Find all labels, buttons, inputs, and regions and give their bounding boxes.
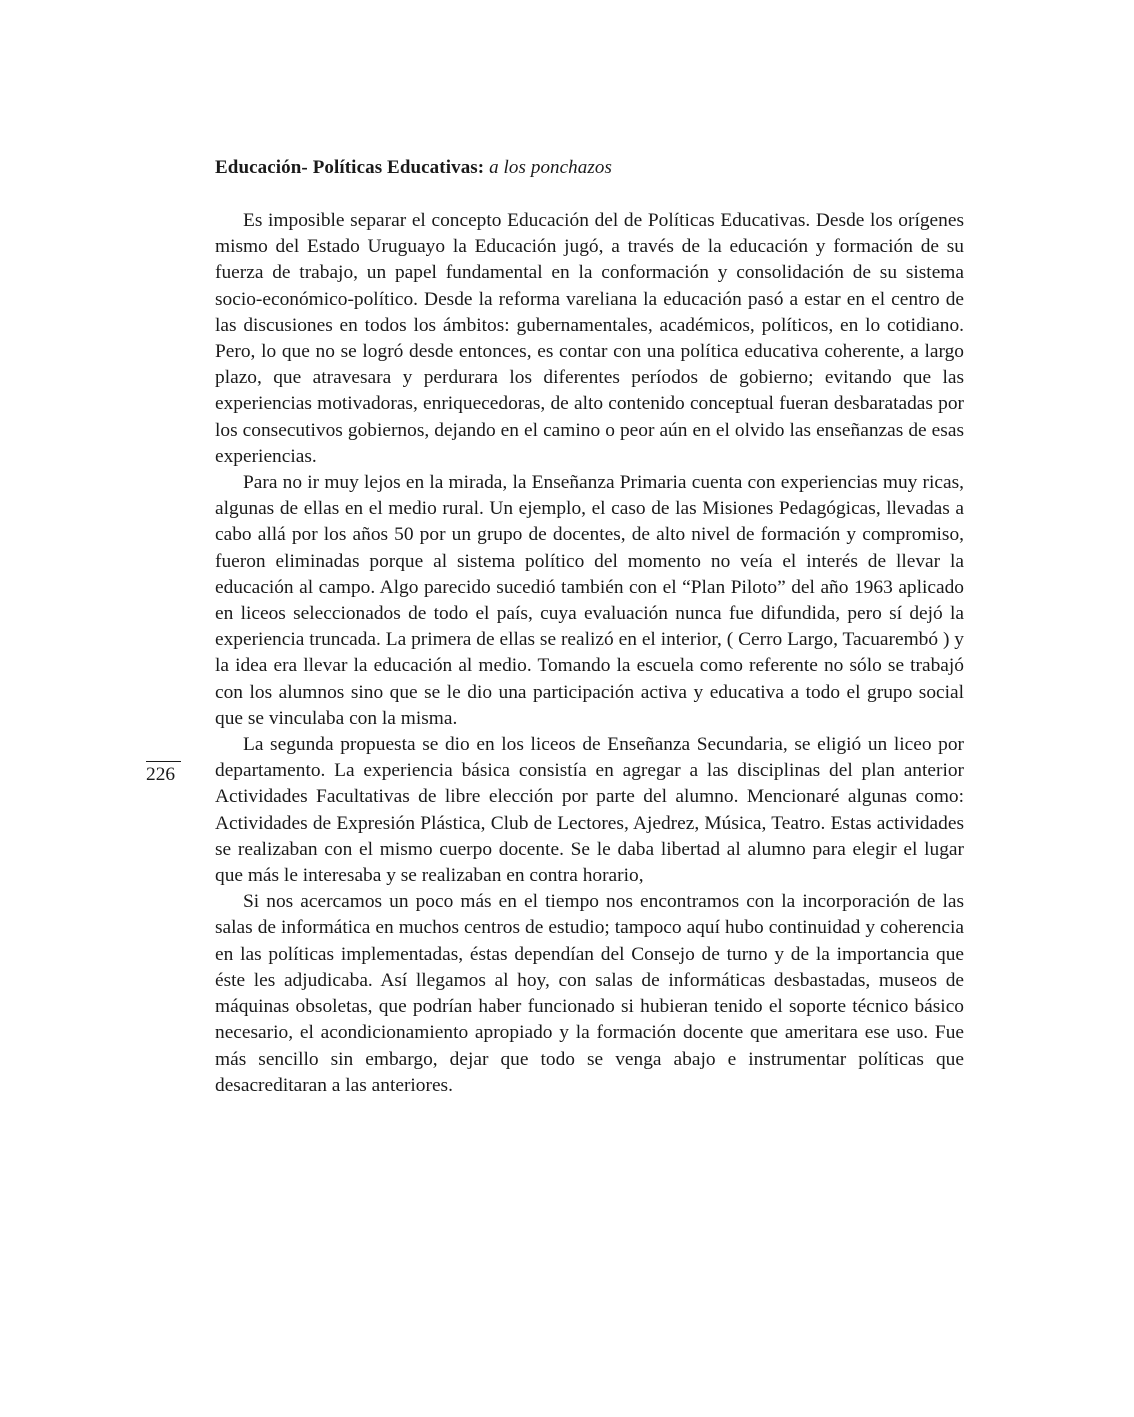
section-heading bbox=[215, 157, 612, 179]
paragraph-3: La segunda propuesta se dio en los liceos de Enseñanza Secundaria, se eligió un liceo por departamento. La experiencia básica consistía en agregar a las disciplinas del plan anterior Actividades Facultativas de libre elección por parte del alumno. Mencionaré algunas como: Actividades de Expresión Plástica, Club de Lectores, Ajedrez, Música, Teatro. Estas actividades se realizaban con el mismo cuerpo docente. Se le daba libertad al alumno para elegir el lugar que más le interesaba y se realizaban en contra horario, bbox=[215, 734, 964, 887]
paragraph-1: Es imposible separar el concepto Educación del de Políticas Educativas. Desde los orígenes mismo del Estado Uruguayo la Educación jugó, a través de la educación y formación de su fuerza de trabajo, un papel fundamental en la conformación y consolidación de su sistema socio-económico-político. Desde la reforma vareliana la educación pasó a estar en el centro de las discusiones en todos los ámbitos: gubernamentales, académicos, políticos, en lo cotidiano. Pero, lo que no se logró desde entonces, es contar con una política educativa coherente, a largo plazo, que atravesara y perdurara los diferentes períodos de gobierno; evitando que las experiencias motivadoras, enriquecedoras, de alto contenido conceptual fueran desbaratadas por los consecutivos gobiernos, dejando en el camino o peor aún en el olvido las enseñanzas de esas experiencias. bbox=[215, 210, 964, 467]
page-number: 226 bbox=[146, 764, 176, 785]
folio-rule bbox=[146, 761, 181, 762]
paragraph-4: Si nos acercamos un poco más en el tiempo nos encontramos con la incorporación de las salas de informática en muchos centros de estudio; tampoco aquí hubo continuidad y coherencia en las políticas implementadas, éstas dependían del Consejo de turno y de la importancia que éste les adjudicaba. Así llegamos al hoy, con salas de informáticas desbastadas, museos de máquinas obsoletas, que podrían haber funcionado si hubieran tenido el soporte técnico básico necesario, el acondicionamiento apropiado y la formación docente que ameritara ese uso. Fue más sencillo sin embargo, dejar que todo se venga abajo e instrumentar políticas que desacreditaran a las anteriores. bbox=[215, 891, 964, 1096]
paragraph-2: Para no ir muy lejos en la mirada, la Enseñanza Primaria cuenta con experiencias muy ricas, algunas de ellas en el medio rural. Un ejemplo, el caso de las Misiones Pedagógicas, llevadas a cabo allá por los años 50 por un grupo de docentes, de alto nivel de formación y compromiso, fueron eliminadas porque al sistema político del momento no veía el interés de llevar la educación al campo. Algo parecido sucedió también con el “Plan Piloto” del año 1963 aplicado en liceos seleccionados de todo el país, cuya evaluación nunca fue difundida, pero sí dejó la experiencia truncada. La primera de ellas se realizó en el interior, ( Cerro Largo, Tacuarembó ) y la idea era llevar la educación al medio. Tomando la escuela como referente no sólo se trabajó con los alumnos sino que se le dio una participación activa y educativa a todo el grupo social que se vinculaba con la misma. bbox=[215, 472, 964, 729]
article-body bbox=[215, 208, 964, 1099]
section-heading-italic: a los ponchazos bbox=[489, 157, 612, 178]
page-folio bbox=[146, 761, 182, 786]
section-heading-main: Educación- Políticas Educativas: bbox=[215, 157, 485, 178]
